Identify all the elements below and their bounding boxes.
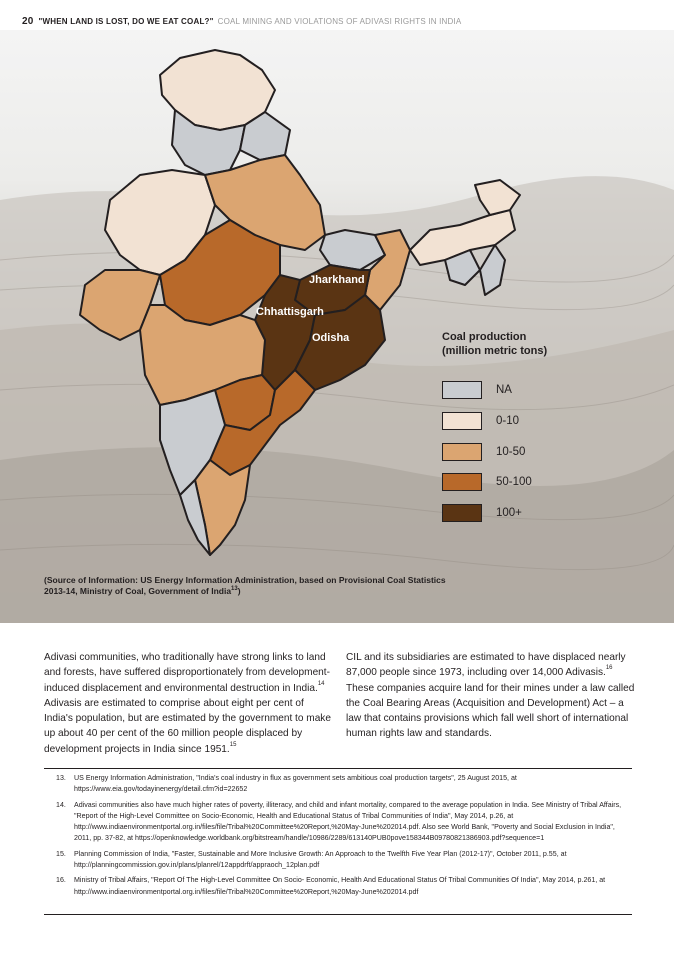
paragraph-right: CIL and its subsidiaries are estimated to have displaced nearly 87,000 people since 1973, including over 14,000 Adivasis. [346,652,626,679]
footnotes [56,773,631,902]
footnote-item [56,800,631,845]
footnote-text: US Energy Information Administration, "India's coal industry in flux as government sets ambitious coal production targets", 25 August 2015, at https://www.eia.gov/todayinenergy/detail.cfm?id=22652 [74,774,517,794]
footnote-ref-14[interactable]: 14 [317,680,325,687]
footnotes-top-rule [44,768,632,769]
legend-item [442,472,592,492]
running-header [22,16,461,27]
legend-swatch [442,504,482,522]
footnote-text: Adivasi communities also have much higher rates of poverty, illiteracy, and child and infant mortality, compared to the average population in India. See Ministry of Tribal Affairs, "Report of the High-Level Committee on Socio-Economic, Health and Educational Status of Tribal Communities of India", May 2014, p.26, at http://www.indiaenvironmentportal.org.in/files/file/Tribal%20Committee%20Report,%20May-June%202014.pdf. Also see World Bank, "Poverty and Social Exclusion in India", 2011, pp. 37-82, at https://openknowledge.worldbank.org/bitstream/handle/10986/2289/613140PUB0pove158344B09780821386903.pdf?sequence=1 [74,800,622,843]
legend-label: 100+ [496,507,522,519]
body-column-right: CIL and its subsidiaries are estimated to have displaced nearly 87,000 people since 1973, including over 14,000 Adivasis.$^{16}$ These companies acquire land for their mines under a law called the Coal Bearing Areas (Acquisition and Development) Act – a law that contains provisions which fall well short of international human rights law and standards. [346,652,635,740]
footnote-number: 14. [56,800,66,809]
caption-footnote-ref: 13 [231,586,238,592]
footnote-ref-16[interactable]: 16 [605,665,613,672]
map-caption: (Source of Information: US Energy Information Administration, based on Provisional Coal Statistics 2013-14, Ministry of Coal, Government of India$^{13}$) [44,575,464,597]
footnotes-bottom-rule [44,914,632,915]
paragraph-left: Adivasi communities, who traditionally have strong links to land and forests, have suffered disproportionately from development-induced displacement and environmental destruction in India. [44,652,330,694]
header-title: "WHEN LAND IS LOST, DO WE EAT COAL?" [38,17,214,26]
footnote-text: Planning Commission of India, "Faster, Sustainable and More Inclusive Growth: An Approach to the Twelfth Five Year Plan (2012-17)", October 2011, p.55, at http://planningcommission.gov.in/plans/planrel/12appdrft/appraoch_12plan.pdf [74,849,567,870]
body-column-left: Adivasi communities, who traditionally have strong links to land and forests, have suffered disproportionately from development-induced displacement and environmental destruction in India.$^{14}$ Adivasis are estimated to comprise about eight per cent of India's population, but are estimated by the government to make up about 40 per cent of the 60 million people displaced by development projects in India since 1951.15 [44,652,331,755]
label-chhattisgarh: Chhattisgarh [256,306,324,318]
legend-item [442,442,592,462]
header-subtitle: COAL MINING AND VIOLATIONS OF ADIVASI RIGHTS IN INDIA [217,17,462,26]
legend-label: NA [496,384,512,396]
legend-swatch [442,412,482,430]
legend-swatch [442,473,482,491]
legend-swatch [442,443,482,461]
legend-title-line2: (million metric tons) [442,345,548,357]
legend-title-line1: Coal production [442,331,527,343]
legend-item [442,380,592,400]
footnote-item [56,849,631,872]
label-odisha: Odisha [312,332,350,344]
legend-label: 0-10 [496,415,520,427]
footnote-number: 16. [56,876,66,885]
footnote-item [56,875,631,898]
label-jharkhand: Jharkhand [309,274,365,286]
caption-line1: (Source of Information: US Energy Information Administration, based on Provisional Coal Statistics [44,575,446,585]
legend-title [442,330,547,358]
legend-label: 50-100 [496,476,532,488]
legend-label: 10-50 [496,446,526,458]
footnote-number: 13. [56,774,66,782]
mine-photo-with-map [0,30,674,623]
legend-item [442,411,592,431]
footnote-item [56,773,631,796]
footnote-ref-15[interactable]: 15 [229,741,237,748]
footnote-text: Ministry of Tribal Affairs, "Report Of The High-Level Committee On Socio- Economic, Health And Educational Status Of Tribal Communities Of India", May 2014, p.261, at http://www.indiaenvironmentportal.org.in/files/file/Tribal%20Committee%20Report,%20May-June%202014.pdf [74,876,606,896]
footnote-number: 15. [56,849,66,858]
page-number: 20 [22,16,34,27]
legend-item [442,503,592,523]
caption-line2: 2013-14, Ministry of Coal, Government of India [44,586,232,596]
photo-map-canvas [0,30,674,623]
legend-swatch [442,381,482,399]
